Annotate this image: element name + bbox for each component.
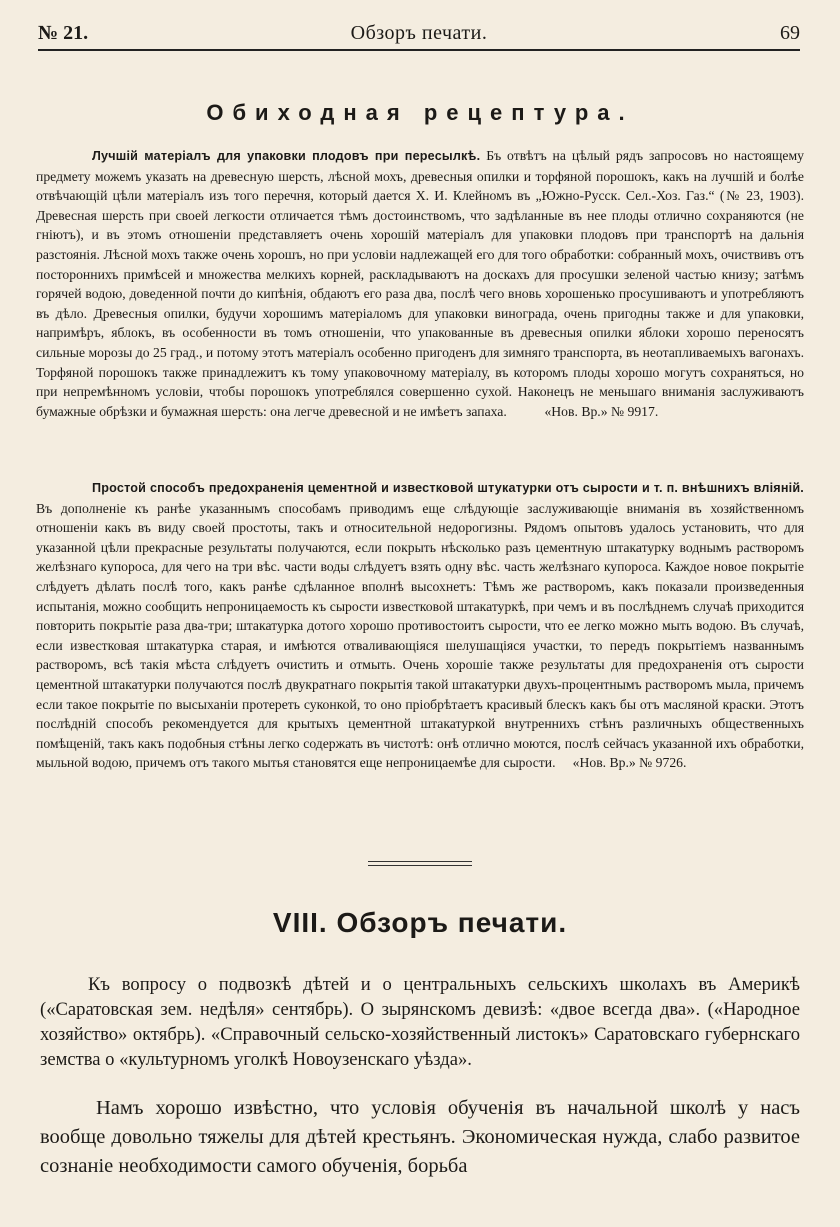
recipe-paragraph xyxy=(36,146,804,421)
body-paragraph: Намъ хорошо извѣстно, что условія обученія въ начальной школѣ у насъ вообще довольно тяжелы для дѣтей крестьянъ. Экономическая нужда, слабо развитое сознаніе необходимости самого обученія, борьба xyxy=(40,1097,800,1177)
recipe-text: Въ дополненіе къ ранѣе указаннымъ способамъ приводимъ еще слѣдующіе заслуживающіе вниманія въ хозяйственномъ отношеніи какъ въ виду своей простоты, такъ и относительной недорогизны. Рядомъ опытовъ удалось установить, что для указанной цѣли прекрасные результаты получаются, если покрыть нѣсколько разъ цементную штакатурку воднымъ растворомъ желѣзнаго купороса, для чего на три вѣс. части воды слѣдуетъ взять одну вѣс. часть желѣзнаго купороса. Каждое новое покрытіе слѣдуетъ дѣлать послѣ того, какъ ранѣе сдѣланное вполнѣ высохнетъ: Тѣмъ же растворомъ, какъ показали произведенныя испытанія, можно сообщить непроницаемость къ сырости известковой штакатуркѣ, при чемъ и въ послѣднемъ случаѣ приходится повторить покрытіе раза два-три; штакатурка дотого хорошо противостоитъ сырости, что ее легко можно мыть водою. Въ случаѣ, если известковая штакатурка старая, и имѣются отваливающіяся шелушащіяся участки, то передъ покрытіемъ названнымъ растворомъ, всѣ такія мѣста слѣдуетъ очистить и отмыть. Очень хорошіе также результаты для предохраненія отъ сырости цементной штакатурки получаются послѣ двукратнаго покрытія такой штакатурки двухъ-процентнымъ растворомъ мыла, причемъ если такое покрытіе по высыханіи протереть суконкой, то оно пріобрѣтаетъ красивый блескъ какъ бы отъ масляной краски. Этотъ послѣдній способъ рекомендуется для крытыхъ цементной штакатуркой внутреннихъ стѣнъ различныхъ общественныхъ помѣщеній, такъ какъ подобныя стѣны легко содержать въ чистотѣ: онѣ отлично моются, послѣ сейчасъ указанной ихъ обработки, мыльной водою, причемъ отъ такого мытья становятся еще непроницаемѣе для сырости. xyxy=(36,500,804,771)
header-rule xyxy=(38,49,800,51)
recipe-packing-fruit xyxy=(36,146,804,421)
page-number: 69 xyxy=(780,22,800,44)
section-title: Обиходная рецептура. xyxy=(206,100,634,125)
recipe-paragraph xyxy=(36,478,804,773)
recipe-source-spacer xyxy=(507,404,545,419)
recipe-source: «Нов. Вр.» № 9726. xyxy=(572,755,687,771)
abstract-paragraph: Къ вопросу о подвозкѣ дѣтей и о центральныхъ сельскихъ школахъ въ Америкѣ («Саратовская зем. недѣля» сентябрь). О зырянскомъ девизѣ: «двое всегда два». («Народное хозяйство» октябрь). «Справочный сельско-хозяйственный листокъ» Саратовскаго губернскаго земства о «культурномъ уголкѣ Новоузенскаго уѣзда». xyxy=(40,974,800,1070)
recipe-plaster-protection xyxy=(36,478,804,773)
issue-number: № 21. xyxy=(38,22,89,44)
recipe-text: Бъ отвѣтъ на цѣлый рядъ запросовъ но настоящему предмету можемъ указать на древесную шерсть, лѣсной мохъ, древесныя опилки и торфяной порошокъ, какъ на лучшій и болѣе отвѣчающій цѣли матеріалъ изъ того перечня, который дается Х. И. Клейномъ въ „Южно-Русск. Сел.-Хоз. Газ.“ (№ 23, 1903). Древесная шерсть при своей легкости отличается тѣмъ достоинствомъ, что задѣланные въ нее плоды отлично сохраняются (не гніютъ), и въ этомъ отношеніи представляетъ очень хорошій матеріалъ для упаковки плодовъ при транспортѣ на дальнія разстоянія. Лѣсной мохъ также очень хорошъ, но при условіи надлежащей его для того обработки: собранный мохъ, очиствивъ отъ постороннихъ примѣсей и множества мелкихъ корней, раскладываютъ на доскахъ для просушки зеленой частью книзу; затѣмъ горячей водою, доведенной почти до кипѣнія, обдаютъ его раза два, послѣ чего вновь хорошенько просушиваютъ и употребляютъ въ дѣло. Древесныя опилки, будучи хорошимъ матеріаломъ для упаковки винограда, очень пригодны также и для упаковки, напримѣръ, яблокъ, въ особенности въ томъ отношеніи, что упакованные въ древесныя опилки яблоки хорошо переносятъ сильные морозы до 25 град., и потому этотъ матеріалъ особенно пригоденъ для зимняго транспорта, въ неотапливаемыхъ вагонахъ. Торфяной порошокъ также принадлежитъ къ тому упаковочному матеріалу, въ которомъ плоды хорошо могутъ сохраняться, но при непремѣнномъ условіи, чтобы порошокъ употреблялся совершенно сухой. Наконецъ не меньшаго вниманія заслуживаютъ бумажные обрѣзки и бумажная шерсть: она легче древесной и не имѣетъ запаха. xyxy=(36,148,804,419)
divider-line xyxy=(368,861,472,862)
running-title: Обзоръ печати. xyxy=(350,22,488,44)
recipe-source: «Нов. Вр.» № 9917. xyxy=(544,403,659,419)
divider-line xyxy=(368,865,472,866)
chapter-title: VIII. Обзоръ печати. xyxy=(272,907,568,938)
section-divider xyxy=(368,861,472,869)
chapter-abstract xyxy=(40,972,800,1072)
recipe-source-spacer xyxy=(556,755,573,770)
recipe-heading: Лучшій матеріалъ для упаковки плодовъ при пересылкѣ. xyxy=(92,149,481,163)
running-header xyxy=(38,18,800,52)
chapter-body xyxy=(40,1094,800,1181)
recipe-heading: Простой способъ предохраненія цементной и известковой штукатурки отъ сырости и т. п. внѣшнихъ вліяній. xyxy=(92,481,804,495)
